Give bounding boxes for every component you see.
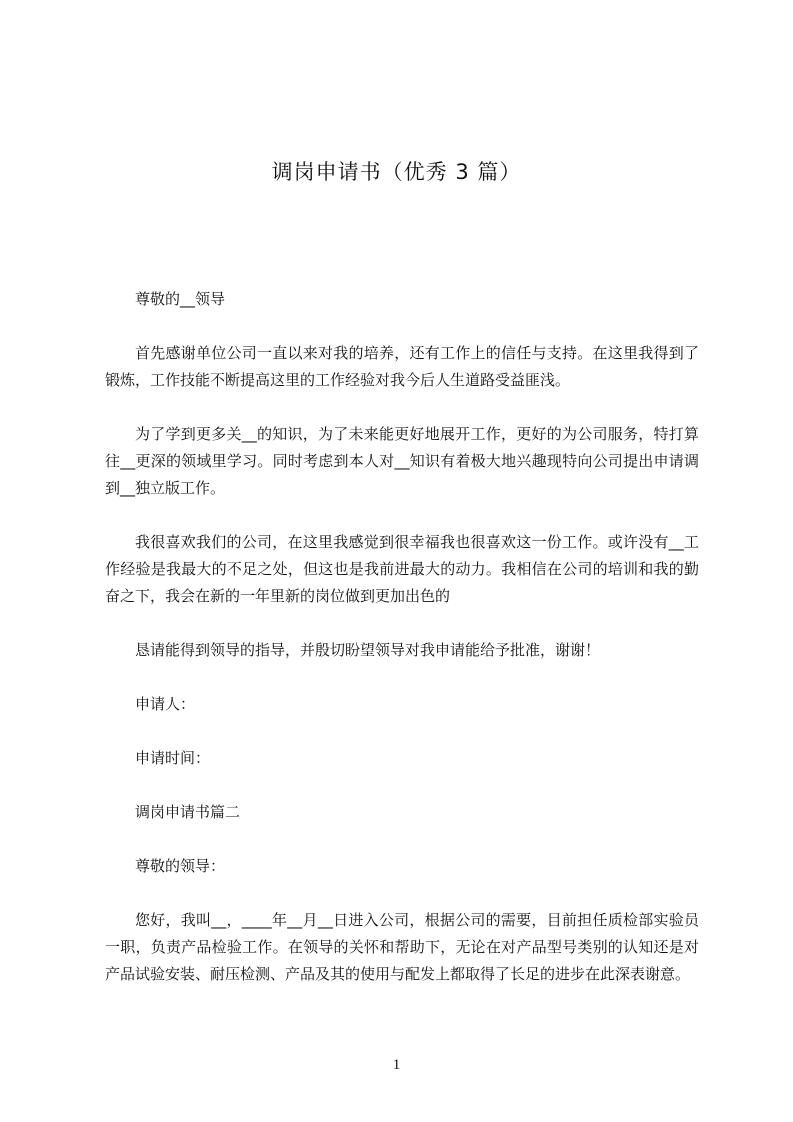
- paragraph-spacer: [105, 502, 699, 529]
- document-title: 调岗申请书（优秀 3 篇）: [271, 160, 522, 185]
- page-number: 1: [392, 1057, 401, 1073]
- paragraph-spacer: [105, 880, 699, 907]
- closing-paragraph: 恳请能得到领导的指导，并殷切盼望领导对我申请能给予批准，谢谢！: [135, 641, 601, 659]
- section-heading: 调岗申请书篇二: [135, 803, 241, 821]
- salutation-paragraph: 尊敬的__领导: [135, 290, 226, 308]
- paragraph-spacer: [105, 610, 699, 637]
- paragraph-spacer: [105, 664, 699, 691]
- paragraph-spacer: [105, 718, 699, 745]
- application-time-line: 申请时间：: [135, 749, 211, 767]
- paragraph-spacer: [105, 772, 699, 799]
- body-paragraph: 为了学到更多关__的知识，为了未来能更好地展开工作，更好的为公司服务，特打算往__更深的领域里学习。同时考虑到本人对__知识有着极大地兴趣现特向公司提出申请调到__独立版工作。: [105, 425, 699, 497]
- body-paragraph: 您好，我叫__，____年__月__日进入公司，根据公司的需要，目前担任质检部实验员一职，负责产品检验工作。在领导的关怀和帮助下，无论在对产品型号类别的认知还是对产品试验安装、耐压检测、产品及其的使用与配发上都取得了长足的进步在此深表谢意。: [105, 911, 699, 983]
- paragraph-spacer: [105, 313, 699, 340]
- paragraph-spacer: [105, 394, 699, 421]
- paragraph-spacer: [105, 826, 699, 853]
- document-body: [105, 286, 699, 988]
- body-paragraph: 我很喜欢我们的公司，在这里我感觉到很幸福我也很喜欢这一份工作。或许没有__工作经验是我最大的不足之处，但这也是我前进最大的动力。我相信在公司的培训和我的勤奋之下，我会在新的一年里新的岗位做到更加出色的: [105, 533, 699, 605]
- applicant-line: 申请人：: [135, 695, 196, 713]
- salutation-paragraph: 尊敬的领导：: [135, 857, 226, 875]
- body-paragraph: 首先感谢单位公司一直以来对我的培养，还有工作上的信任与支持。在这里我得到了锻炼，工作技能不断提高这里的工作经验对我今后人生道路受益匪浅。: [105, 344, 699, 389]
